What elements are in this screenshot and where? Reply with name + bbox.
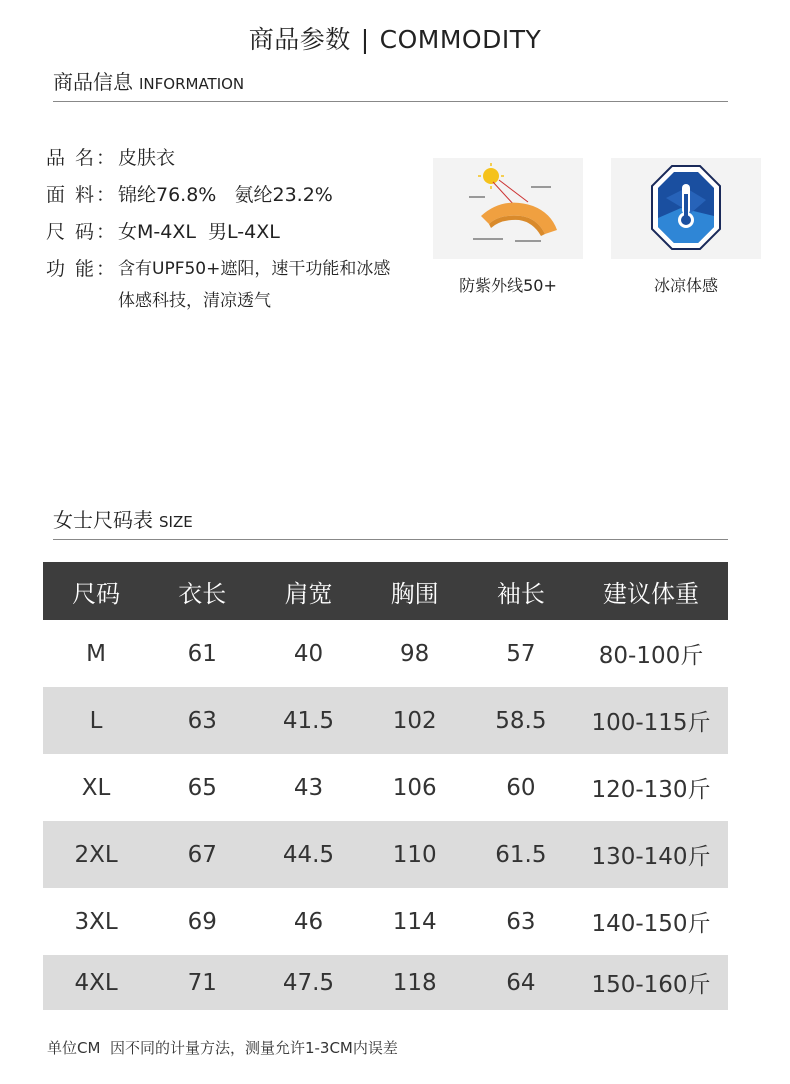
table-cell: 64: [468, 955, 574, 1010]
table-cell: 98: [400, 640, 430, 667]
table-cell: 100-115斤: [574, 687, 728, 754]
table-row: [43, 888, 728, 955]
table-cell: 63: [149, 687, 255, 754]
table-row: [43, 821, 728, 888]
table-cell: 4XL: [43, 955, 149, 1010]
table-cell: 47.5: [255, 955, 361, 1010]
size-table: [43, 562, 728, 1010]
table-cell: 61: [187, 640, 217, 667]
table-cell: 44.5: [255, 821, 361, 888]
info-value: 含有UPF50+遮阳，速干功能和冰感体感科技，清凉透气: [118, 259, 391, 311]
table-cell: 2XL: [43, 821, 149, 888]
feature-uv-protection: [433, 158, 583, 296]
col-header: 衣长: [149, 562, 255, 620]
page-title-cn: 商品参数: [248, 25, 351, 54]
table-cell: 3XL: [74, 908, 118, 935]
col-header: 胸围: [362, 562, 468, 620]
info-row-fabric: [46, 177, 406, 214]
col-header: 尺码: [43, 562, 149, 620]
table-cell: 150-160斤: [574, 955, 728, 1010]
info-value: 锦纶76.8% 氨纶23.2%: [118, 184, 333, 206]
size-table-header: [43, 562, 728, 620]
title-separator: |: [360, 25, 370, 54]
table-row: [43, 955, 728, 1010]
size-section-subtitle: SIZE: [159, 513, 193, 531]
info-row-function: [46, 251, 406, 317]
info-value: 女M-4XL 男L-4XL: [118, 221, 280, 243]
feature-caption: 防紫外线50+: [459, 276, 557, 295]
table-cell: 40: [293, 640, 324, 667]
table-cell: XL: [81, 774, 111, 801]
info-key: 尺 码：: [46, 221, 118, 243]
col-header: 建议体重: [574, 562, 728, 620]
table-cell: 106: [392, 774, 437, 801]
col-header: 肩宽: [255, 562, 361, 620]
table-cell: 71: [149, 955, 255, 1010]
page-title-en: COMMODITY: [379, 25, 542, 54]
size-section-title: 女士尺码表: [53, 508, 153, 532]
table-row: [43, 754, 728, 821]
measurement-footnote: 单位CM 因不同的计量方法，测量允许1-3CM内误差: [47, 1039, 398, 1057]
table-cell: 118: [362, 955, 468, 1010]
table-cell: 114: [392, 908, 437, 935]
info-key: 功 能：: [46, 258, 118, 280]
table-cell: 69: [187, 908, 217, 935]
table-cell: 57: [506, 640, 536, 667]
table-cell: 67: [149, 821, 255, 888]
feature-caption: 冰凉体感: [653, 276, 718, 295]
table-cell: M: [86, 640, 107, 667]
table-cell: 130-140斤: [574, 821, 728, 888]
col-header: 袖长: [468, 562, 574, 620]
table-cell: 120-130斤: [591, 777, 711, 803]
table-cell: 63: [506, 908, 536, 935]
info-section-header: [53, 66, 728, 102]
info-section-title: 商品信息: [53, 70, 133, 94]
thermometer-icon: [611, 158, 761, 259]
info-row-size: [46, 214, 406, 251]
uv-protection-icon: [433, 158, 583, 259]
table-cell: 110: [362, 821, 468, 888]
table-cell: 61.5: [468, 821, 574, 888]
table-cell: 140-150斤: [591, 911, 711, 937]
table-cell: 41.5: [255, 687, 361, 754]
table-cell: L: [43, 687, 149, 754]
feature-cooling: [611, 158, 761, 296]
table-cell: 46: [293, 908, 324, 935]
info-key: 品 名：: [46, 147, 118, 169]
table-cell: 43: [293, 774, 324, 801]
page-title: [0, 20, 790, 56]
product-info-list: [46, 140, 406, 317]
info-value: 皮肤衣: [118, 147, 176, 169]
size-section-header: [53, 504, 728, 540]
info-section-subtitle: INFORMATION: [139, 75, 245, 93]
table-cell: 65: [187, 774, 217, 801]
table-cell: 60: [506, 774, 536, 801]
info-row-name: [46, 140, 406, 177]
table-row: [43, 620, 728, 687]
table-cell: 80-100斤: [598, 643, 704, 669]
table-cell: 102: [362, 687, 468, 754]
table-cell: 58.5: [468, 687, 574, 754]
info-key: 面 料：: [46, 184, 118, 206]
table-row: [43, 687, 728, 754]
